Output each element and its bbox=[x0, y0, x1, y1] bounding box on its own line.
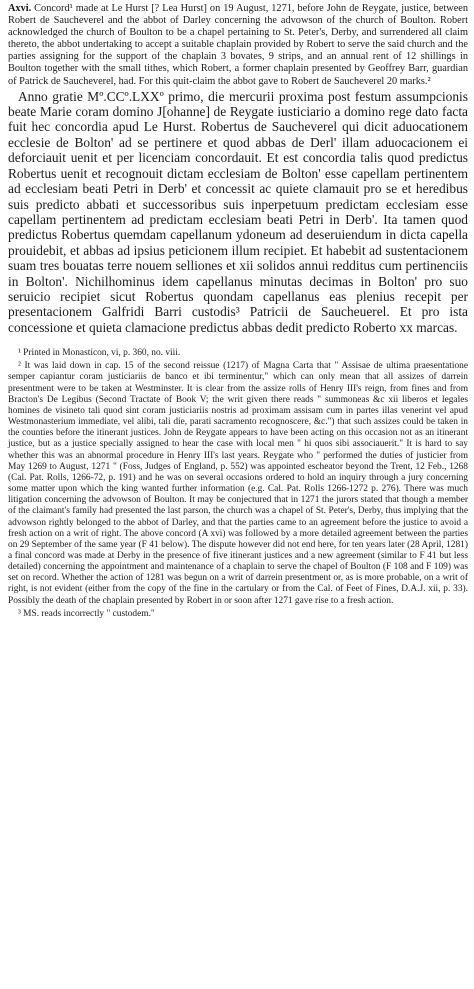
latin-text: Anno gratie Mº.CCº.LXXº primo, die mercurii proxima post festum assumpcionis beate Marie coram domino J[ohanne] de Reygate iusticiario a domino rege dato facta fuit hec concordia apud Le Hurst. Robertus de Saucheverel qui dicit aduocationem ecclesie de Bolton' ad se pertinere et quod abbas de Derl' illam aduocacionem ei deforciauit uenit et per licenciam concordauit. Et est concordia talis quod predictus Robertus uenit et recognouit dictam ecclesiam de Bolton' esse capellam pertinentem ad ecclesiam beati Petri in Derb' et concessit ac quiete clamauit pro se et heredibus suis predicto abbati et successoribus suis inperpetuum predictam ecclesiam esse capellam pertinentem ad predictam ecclesiam beati Petri in Derb'. Ita tamen quod predictus Robertus quemdam capellanum ydoneum ad deseruiendum in dicta capella prouidebit, et abbas ad ipsius peticionem illum recipiet. Et habebit ad sustentacionem suam tres bouatas terre nouem selliones et xii solidos annui redditus cum pertinenciis in Bolton'. Nichilhominus idem capellanus minutas decimas in Bolton' pro suo seruicio recipiet sicut Robertus quondam capellanus eas plenius recepit per presentacionem Galfridi Barri custodis³ Patricii de Saucheuerel. Et pro ista concessione et quieta clamacione predictus abbas dedit predicto Roberto xx marcas. bbox=[8, 88, 468, 335]
footnote-3: ³ MS. reads incorrectly " custodem." bbox=[18, 608, 155, 619]
entry-summary bbox=[8, 3, 468, 88]
footnotes bbox=[8, 348, 468, 620]
entry-number: Axvi. bbox=[8, 3, 32, 14]
summary-text: Concord¹ made at Le Hurst [? Lea Hurst] on 19 August, 1271, before John de Reygate, justice, between Robert de Saucheverel and the abbot of Darley concerning the advowson of the church of Boulton. Robert acknowledged the church of Boulton to be a chapel pertaining to St. Peter's, Derby, and surrendered all claim thereto, the abbot undertaking to accept a suitable chaplain provided by Robert to serve the said church and the parties assigning for the support of the chaplain 3 bovates, 9 strips, and an annual rent of 12 shillings in Boulton together with the small tithes, which Robert, a former chaplain presented by Geoffrey Barr, guardian of Patrick de Saucheverel, had. For this quit-claim the abbot gave to Robert de Saucheverel 20 marks.² bbox=[8, 3, 468, 87]
footnote-1: ¹ Printed in Monasticon, vi, p. 360, no. viii. bbox=[18, 348, 181, 359]
footnote-2: ² It was laid down in cap. 15 of the second reissue (1217) of Magna Carta that " Assisae de ultima praesentatione semper capiantur coram justiciariis de banco et ibi terminentur," which can only mean that all assizes of darrein presentment were to be taken at Westminster. It is clear from the assize rolls of Henry III's reign, from fines and from Bracton's De Legibus (Second Tractate of Book V; the writ given there reads " summoneas &c xii liberos et legales homines de visineto tali quod sint coram justiciariis nostris ad proximam assisam cum in partes illas venerint vel apud Westmonasterium immediate, vel alibi, tali die, parati sacramento recognoscere, &c.") that such assizes could be taken in the counties before the itinerant justices. John de Reygate appears to have been acting on this occasion not as an itinerant justice, but as a justice specially assigned to hear the case with local men " hi quos sibi associauerit." It is hard to say whether this was an abnormal procedure in Henry III's last years. Reygate who " performed the duties of justicier from May 1269 to August, 1271 " (Foss, Judges of England, p. 552) was appointed escheator beyond the Trent, 12 Feb., 1268 (Cal. Pat. Rolls, 1266-72, p. 191) and he was on several occasions ordered to hold an inquiry through a jury concerning some matter upon which the king wanted further information (e.g. Cal. Pat. Rolls 1266-1272 p. 276). There was much litigation concerning the advowson of Boulton. It may be conjectured that in 1271 the jurors stated that though a member of the claimant's family had presented the last parson, the church was a chapel of St. Peter's, Derby, thus implying that the advowson rightly belonged to the abbot of Darley, and that the parties came to an agreement before the justice to avoid a fresh action on a writ of right. The above concord (A xvi) was followed by a more detailed agreement between the parties on 29 September of the same year (F 41 below). The dispute however did not end here, for ten years later (28 April, 1281) a final concord was made at Derby in the presence of five itinerant justices and a new agreement (similar to F 41 but less detailed) concerning the appointment and maintenance of a chaplain to serve the chapel of Boulton (F 108 and F 109) was set on record. Whether the action of 1281 was begun on a writ of darrein presentment or, as is more probable, on a writ of right, is not evident (either from the copy of the fine in the cartulary or from the Cal. of Feet of Fines, D.A.J. xii, p. 33). Possibly the death of the chaplain presented by Robert in or soon after 1271 gave rise to a fresh action. bbox=[8, 361, 468, 606]
